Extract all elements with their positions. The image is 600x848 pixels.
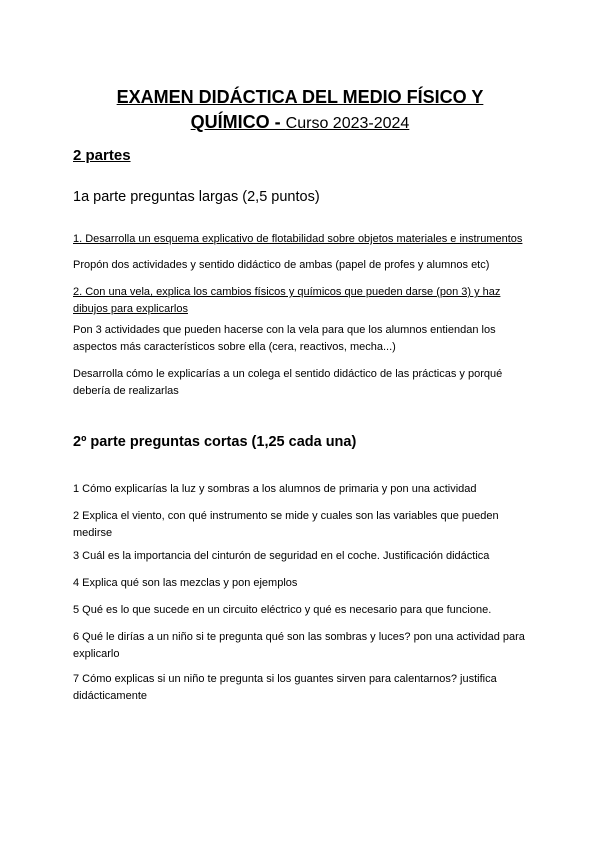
exam-title-course: Curso 2023-2024 [285,115,410,132]
part1-question-2-detail-2: Desarrolla cómo le explicarías a un colega el sentido didáctico de las prácticas y porqué debería de realizarlas [73,368,503,397]
exam-title-subject: QUÍMICO - [190,112,286,132]
part1-question-1: 1. Desarrolla un esquema explicativo de flotabilidad sobre objetos materiales e instrumentos [73,233,523,245]
part1-heading: 1a parte preguntas largas (2,5 puntos) [73,189,320,205]
part2-question: 2 Explica el viento, con qué instrumento se mide y cuales son las variables que pueden medirse [73,510,499,539]
part2-question: 5 Qué es lo que sucede en un circuito eléctrico y qué es necesario para que funcione. [73,604,492,616]
part2-question: 4 Explica qué son las mezclas y pon ejemplos [73,577,298,589]
parts-heading: 2 partes [73,147,131,164]
exam-title-line2 [60,111,540,135]
part2-question: 1 Cómo explicarías la luz y sombras a los alumnos de primaria y pon una actividad [73,483,477,495]
part2-question: 6 Qué le dirías a un niño si te pregunta qué son las sombras y luces? pon una actividad para explicarlo [73,631,525,660]
part2-question: 7 Cómo explicas si un niño te pregunta si los guantes sirven para calentarnos? justifica didácticamente [73,673,497,702]
part2-question: 3 Cuál es la importancia del cinturón de seguridad en el coche. Justificación didáctica [73,550,490,562]
part1-question-2-detail-1: Pon 3 actividades que pueden hacerse con la vela para que los alumnos entiendan los aspectos más característicos sobre ella (cera, reactivos, mecha...) [73,324,496,353]
exam-title-line1: EXAMEN DIDÁCTICA DEL MEDIO FÍSICO Y [116,87,484,107]
part1-question-2: 2. Con una vela, explica los cambios físicos y químicos que pueden darse (pon 3) y haz dibujos para explicarlos [73,286,501,315]
part2-heading: 2º parte preguntas cortas (1,25 cada una) [73,434,357,450]
part1-question-1-detail: Propón dos actividades y sentido didáctico de ambas (papel de profes y alumnos etc) [73,259,490,271]
